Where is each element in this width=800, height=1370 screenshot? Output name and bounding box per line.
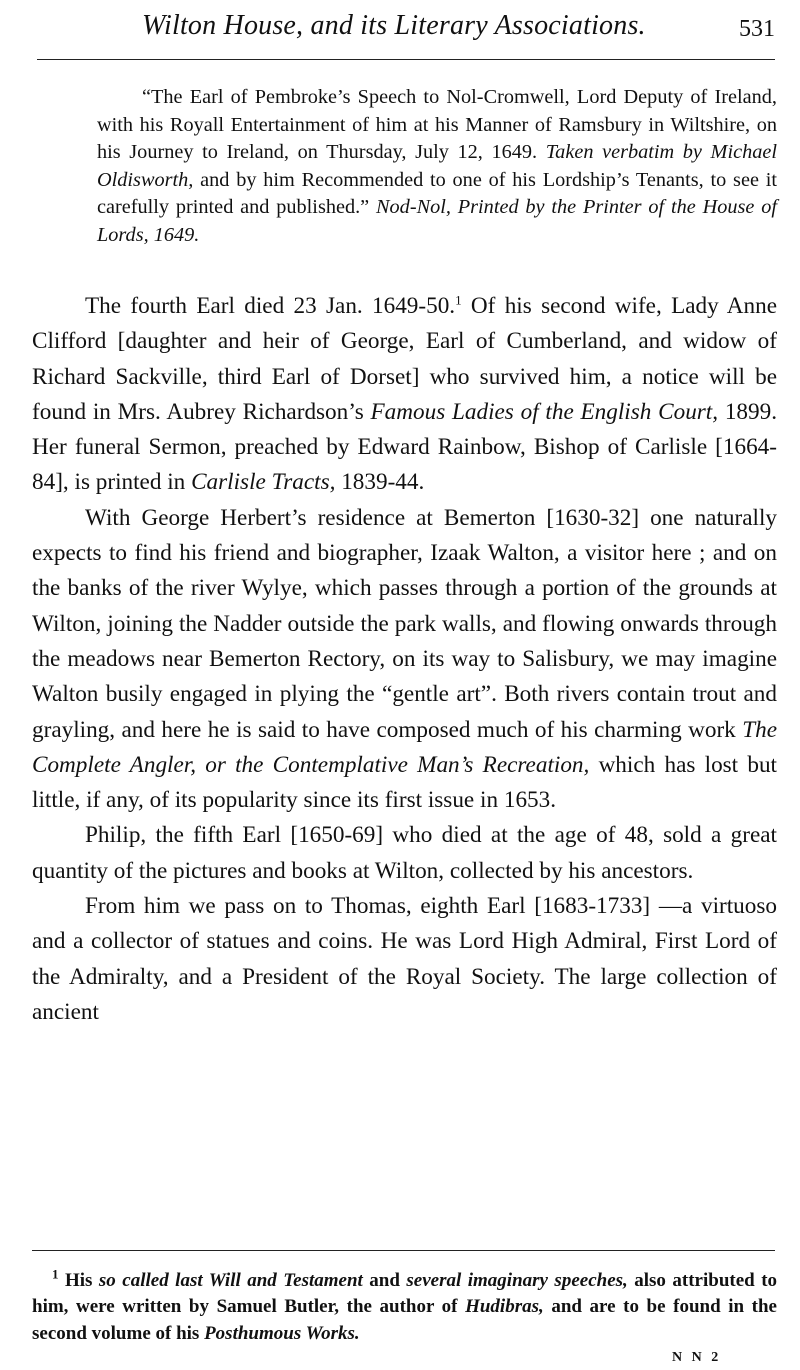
footnote-mark: 1 (52, 1266, 59, 1282)
footnote: $^1$ His so called last Will and Testament and several imaginary speeches, also attributed to him, were written by Samuel Butler, the author of Hudibras, and are to be found in the second volume of his Posthumous Works. (32, 1266, 778, 1344)
page-number: 531 (739, 16, 775, 42)
paragraph-izaak-walton: With George Herbert’s residence at Bemerton [1630-32] one naturally expects to find his friend and biographer, Izaak Walton, a visitor here ; and on the banks of the river Wylye, which passes through a portion of the grounds at Wilton, joining the Nadder outside the park walls, and flowing onwards through the meadows near Bemerton Rectory, on its way to Salisbury, we may imagine Walton busily engaged in plying the “gentle art”. Both rivers contain trout and grayling, and here he is said to have composed much of his charming work The Complete Angler, or the Contemplative Man’s Recreation, which has lost but little, if any, of its popularity since its first issue in 1653. (32, 504, 777, 814)
running-title: Wilton House, and its Literary Associations. (142, 10, 646, 41)
signature-mark: N N 2 (672, 1350, 722, 1365)
quoted-title-block (97, 84, 777, 250)
quote-text: “The Earl of Pembroke’s Speech to Nol-Cromwell, Lord Deputy of Ireland, with his Royall Entertainment of him at his Manner of Ramsbury in Wiltshire, on his Journey to Ireland, on Thursday, July 12, 1649. Taken verbatim by Michael Oldisworth, and by him Recommended to one of his Lordship’s Tenants, to see it carefully printed and published.” Nod-Nol, Printed by the Printer of the House of Lords, 1649. (97, 86, 777, 246)
paragraph-eighth-earl: From him we pass on to Thomas, eighth Earl [1683-1733] —a virtuoso and a collector of statues and coins. He was Lord High Admiral, First Lord of the Admiralty, and a President of the Royal Society. The large collection of ancient (32, 893, 777, 1025)
body-text (32, 289, 777, 1030)
footnote-rule (32, 1250, 775, 1251)
paragraph-fourth-earl: The fourth Earl died 23 Jan. 1649-50.$^1$ Of his second wife, Lady Anne Clifford [daughter and heir of George, Earl of Cumberland, and widow of Richard Sackville, third Earl of Dorset] who survived him, a notice will be found in Mrs. Aubrey Richardson’s Famous Ladies of the English Court, 1899. Her funeral Sermon, preached by Edward Rainbow, Bishop of Carlisle [1664-84], is printed in Carlisle Tracts, 1839-44. (32, 292, 777, 496)
running-head (30, 6, 775, 46)
header-rule (37, 59, 775, 60)
paragraph-fifth-earl: Philip, the fifth Earl [1650-69] who died at the age of 48, sold a great quantity of the pictures and books at Wilton, collected by his ancestors. (32, 822, 777, 884)
